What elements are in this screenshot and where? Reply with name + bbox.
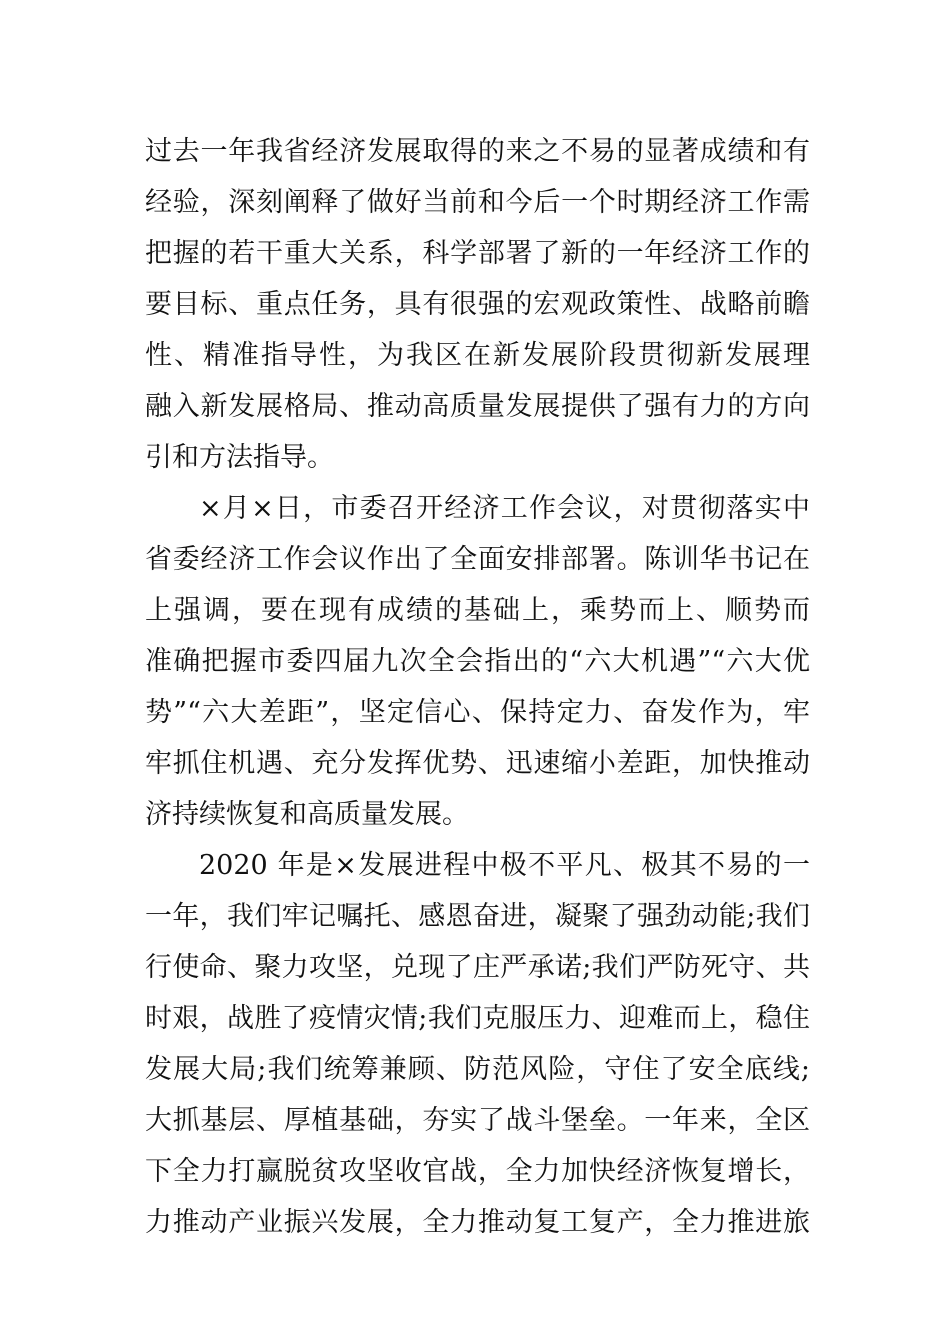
- paragraph-1-line-7: 引和方法指导。: [145, 442, 334, 473]
- paragraph-3-line-5: 发展大局;我们统筹兼顾、防范风险，守住了安全底线;: [145, 1054, 810, 1085]
- paragraph-3-line-6: 大抓基层、厚植基础，夯实了战斗堡垒。一年来，全区: [145, 1105, 810, 1136]
- paragraph-1-line-3: 把握的若干重大关系，科学部署了新的一年经济工作的: [145, 238, 810, 269]
- paragraph-3-line-8: 力推动产业振兴发展，全力推动复工复产，全力推进旅: [145, 1207, 810, 1238]
- paragraph-3-line-3: 行使命、聚力攻坚，兑现了庄严承诺;我们严防死守、共: [145, 952, 810, 983]
- document-body: [145, 126, 810, 1248]
- paragraph-1-line-1: 过去一年我省经济发展取得的来之不易的显著成绩和有: [145, 136, 810, 167]
- paragraph-1-line-5: 性、精准指导性，为我区在新发展阶段贯彻新发展理: [145, 340, 810, 371]
- paragraph-1-line-6: 融入新发展格局、推动高质量发展提供了强有力的方向: [145, 391, 810, 422]
- paragraph-2-line-1: ×月×日，市委召开经济工作会议，对贯彻落实中: [199, 493, 810, 524]
- paragraph-2-line-4: 准确把握市委四届九次全会指出的“六大机遇”“六大优: [145, 646, 810, 677]
- paragraph-2-line-7: 济持续恢复和高质量发展。: [145, 799, 469, 830]
- paragraph-3-line-4: 时艰，战胜了疫情灾情;我们克服压力、迎难而上，稳住: [145, 1003, 810, 1034]
- paragraph-3-line-2: 一年，我们牢记嘱托、感恩奋进，凝聚了强劲动能;我们: [145, 901, 810, 932]
- paragraph-1-line-2: 经验，深刻阐释了做好当前和今后一个时期经济工作需: [145, 187, 810, 218]
- paragraph-3-line-1: 2020 年是×发展进程中极不平凡、极其不易的一: [199, 850, 810, 881]
- paragraph-2-line-5: 势”“六大差距”，坚定信心、保持定力、奋发作为，牢: [145, 697, 810, 728]
- paragraph-2-line-3: 上强调，要在现有成绩的基础上，乘势而上、顺势而: [145, 595, 810, 626]
- paragraph-1-line-4: 要目标、重点任务，具有很强的宏观政策性、战略前瞻: [145, 289, 810, 320]
- paragraph-2-line-6: 牢抓住机遇、充分发挥优势、迅速缩小差距，加快推动: [145, 748, 810, 779]
- paragraph-3-line-7: 下全力打赢脱贫攻坚收官战，全力加快经济恢复增长，: [145, 1156, 810, 1187]
- paragraph-2-line-2: 省委经济工作会议作出了全面安排部署。陈训华书记在: [145, 544, 810, 575]
